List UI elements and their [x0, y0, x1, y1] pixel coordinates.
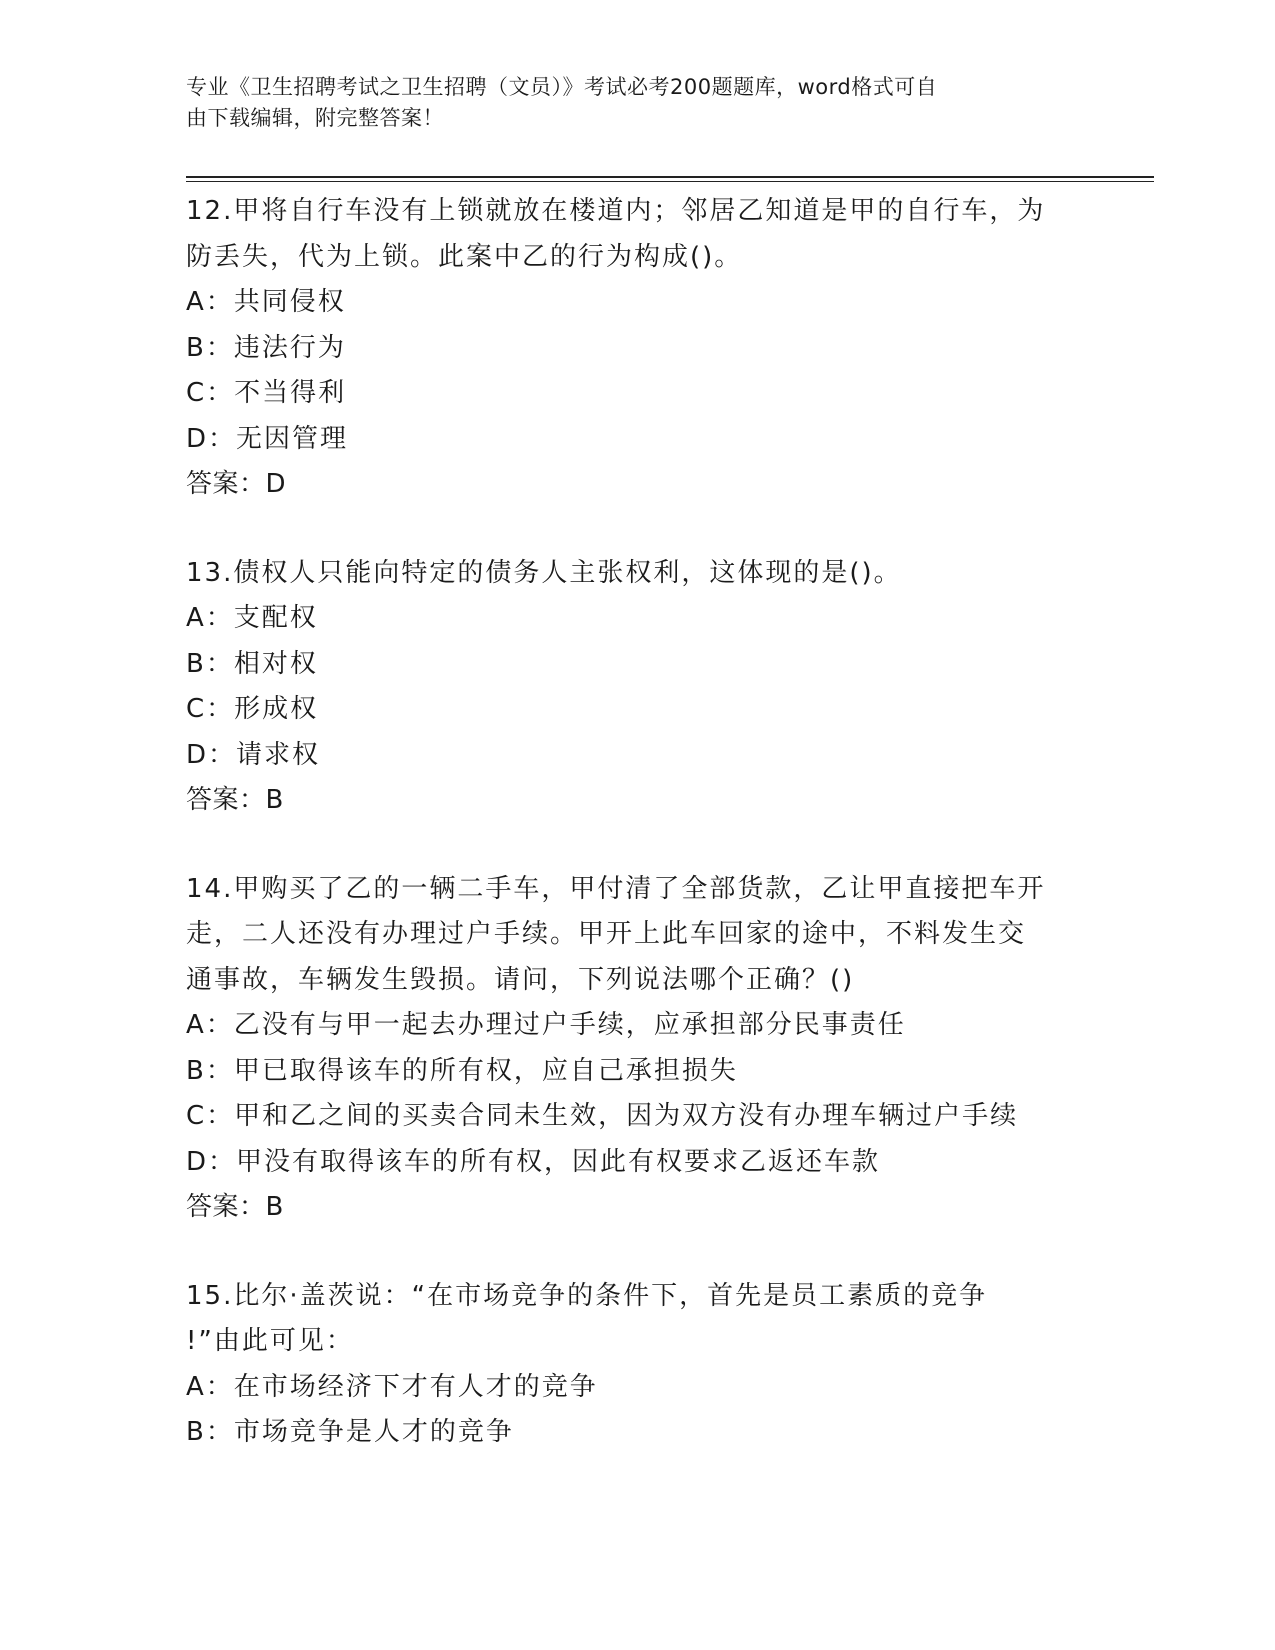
question-stem-line: 通事故，车辆发生毁损。请问，下列说法哪个正确？(): [186, 964, 855, 995]
question-stem-line: 12.甲将自行车没有上锁就放在楼道内；邻居乙知道是甲的自行车，为: [186, 196, 1046, 226]
question-13: [186, 551, 1086, 824]
answer-line: 答案：B: [186, 1192, 284, 1222]
option-b: B：违法行为: [186, 332, 346, 363]
header-divider-thick: [186, 176, 1154, 178]
header-line-1: 专业《卫生招聘考试之卫生招聘（文员）》考试必考200题题库，word格式可自: [186, 75, 938, 99]
question-15: [186, 1274, 1086, 1456]
option-c: C：甲和乙之间的买卖合同未生效，因为双方没有办理车辆过户手续: [186, 1101, 1019, 1131]
question-stem-line: 14.甲购买了乙的一辆二手车，甲付清了全部货款，乙让甲直接把车开: [186, 873, 1046, 904]
question-list: [186, 189, 1086, 1499]
option-d: D：请求权: [186, 739, 321, 770]
answer-line: 答案：D: [186, 469, 287, 499]
option-c: C：形成权: [186, 694, 319, 724]
option-a: A：支配权: [186, 603, 318, 633]
question-stem-line: 防丢失，代为上锁。此案中乙的行为构成()。: [186, 241, 743, 272]
option-b: B：相对权: [186, 648, 318, 679]
question-12: [186, 189, 1086, 508]
header-line-2: 由下载编辑，附完整答案！: [186, 106, 444, 130]
option-b: B：市场竞争是人才的竞争: [186, 1417, 514, 1447]
option-c: C：不当得利: [186, 378, 347, 408]
question-stem-line: 15.比尔·盖茨说：“在市场竞争的条件下，首先是员工素质的竞争: [186, 1280, 988, 1311]
option-a: A：共同侵权: [186, 287, 346, 317]
option-a: A：在市场经济下才有人才的竞争: [186, 1371, 598, 1402]
document-header: [186, 72, 1066, 134]
question-stem-line: 走，二人还没有办理过户手续。甲开上此车回家的途中，不料发生交: [186, 919, 1027, 949]
answer-line: 答案：B: [186, 785, 284, 815]
question-stem-line: !”由此可见：: [186, 1326, 354, 1356]
option-d: D：甲没有取得该车的所有权，因此有权要求乙返还车款: [186, 1146, 881, 1177]
option-b: B：甲已取得该车的所有权，应自己承担损失: [186, 1055, 738, 1086]
option-d: D：无因管理: [186, 423, 349, 454]
question-14: [186, 867, 1086, 1231]
header-divider-thin: [186, 181, 1154, 182]
option-a: A：乙没有与甲一起去办理过户手续，应承担部分民事责任: [186, 1010, 906, 1040]
question-stem-line: 13.债权人只能向特定的债务人主张权利，这体现的是()。: [186, 557, 902, 588]
